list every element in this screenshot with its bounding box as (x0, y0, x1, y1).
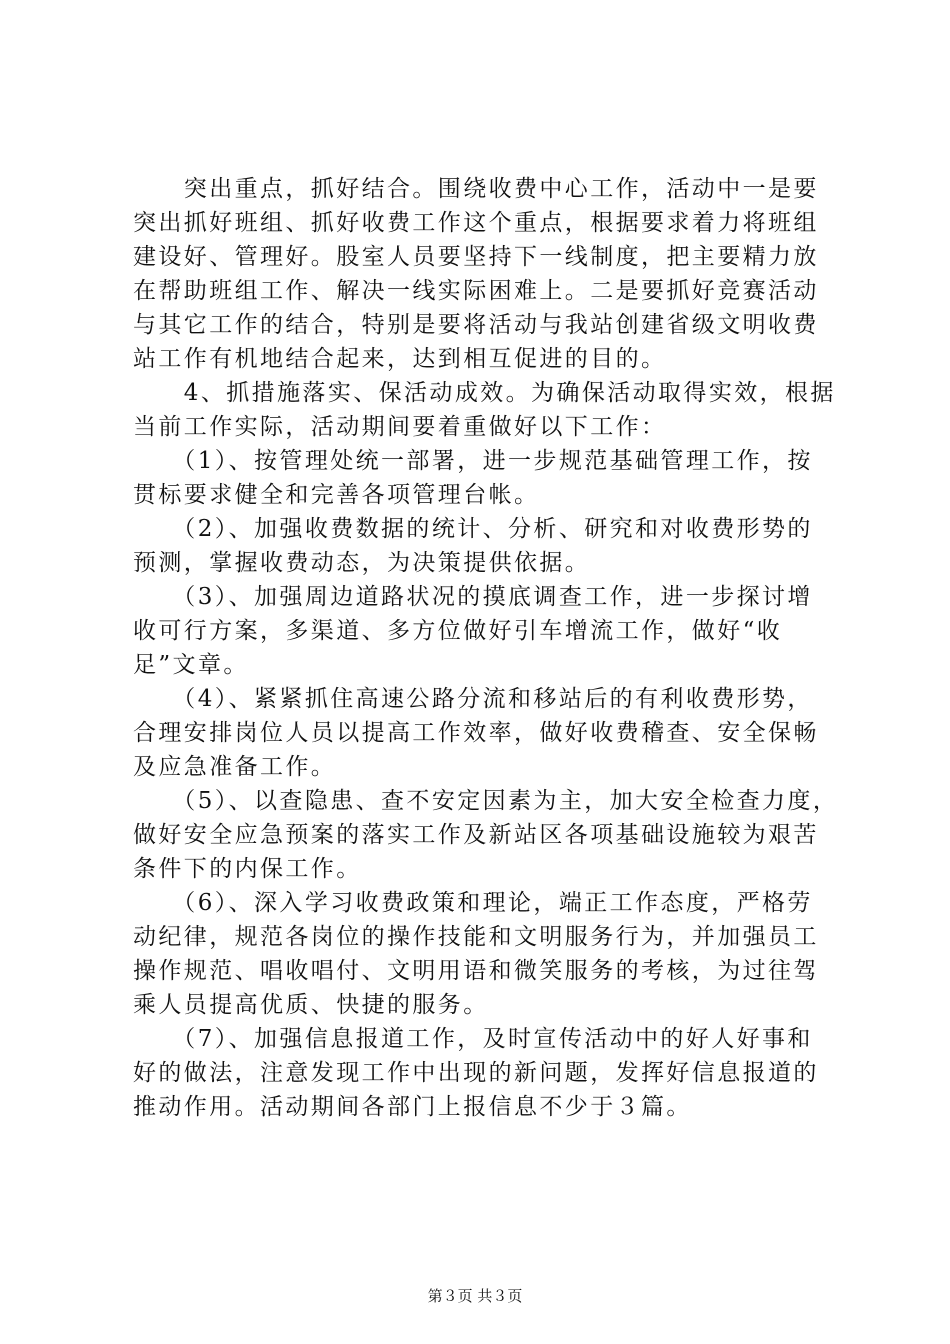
text-line: （5）、以查隐患、查不安定因素为主，加大安全检查力度， (133, 788, 839, 814)
text-line: 操作规范、唱收唱付、文明用语和微笑服务的考核，为过往驾 (133, 958, 819, 984)
text-line: 站工作有机地结合起来，达到相互促进的目的。 (133, 346, 667, 372)
text-line: 乘人员提高优质、快捷的服务。 (133, 992, 489, 1018)
text-line: 预测，掌握收费动态，为决策提供依据。 (133, 550, 591, 576)
text-line: 与其它工作的结合，特别是要将活动与我站创建省级文明收费 (133, 312, 819, 338)
text-line: （4）、紧紧抓住高速公路分流和移站后的有利收费形势， (133, 686, 813, 712)
page-number-footer: 第３页 共３页 (427, 1287, 523, 1305)
text-line: 足”文章。 (133, 652, 249, 678)
text-line: 推动作用。活动期间各部门上报信息不少于３篇。 (133, 1094, 692, 1120)
text-line: 合理安排岗位人员以提高工作效率，做好收费稽查、安全保畅 (133, 720, 819, 746)
text-line: （6）、深入学习收费政策和理论，端正工作态度，严格劳 (133, 890, 813, 916)
text-line: （7）、加强信息报道工作，及时宣传活动中的好人好事和 (133, 1026, 813, 1052)
text-line: 及应急准备工作。 (133, 754, 337, 780)
text-line: 建设好、管理好。股室人员要坚持下一线制度，把主要精力放 (133, 244, 819, 270)
text-line: （1）、按管理处统一部署，进一步规范基础管理工作，按 (133, 448, 813, 474)
text-line: （3）、加强周边道路状况的摸底调查工作，进一步探讨增 (133, 584, 813, 610)
text-line: 动纪律，规范各岗位的操作技能和文明服务行为，并加强员工 (133, 924, 819, 950)
document-body (133, 172, 839, 1124)
text-line: 做好安全应急预案的落实工作及新站区各项基础设施较为艰苦 (133, 822, 819, 848)
text-line: 好的做法，注意发现工作中出现的新问题，发挥好信息报道的 (133, 1060, 819, 1086)
text-line: 在帮助班组工作、解决一线实际困难上。二是要抓好竞赛活动 (133, 278, 819, 304)
text-line: 收可行方案，多渠道、多方位做好引车增流工作，做好“收 (133, 618, 783, 644)
text-line: 4、抓措施落实、保活动成效。为确保活动取得实效，根据 (133, 380, 836, 406)
text-line: 条件下的内保工作。 (133, 856, 362, 882)
text-line: （2）、加强收费数据的统计、分析、研究和对收费形势的 (133, 516, 813, 542)
text-line: 当前工作实际，活动期间要着重做好以下工作： (133, 414, 667, 440)
text-line: 突出抓好班组、抓好收费工作这个重点，根据要求着力将班组 (133, 210, 819, 236)
text-line: 贯标要求健全和完善各项管理台帐。 (133, 482, 540, 508)
text-line: 突出重点，抓好结合。围绕收费中心工作，活动中一是要 (133, 176, 819, 202)
